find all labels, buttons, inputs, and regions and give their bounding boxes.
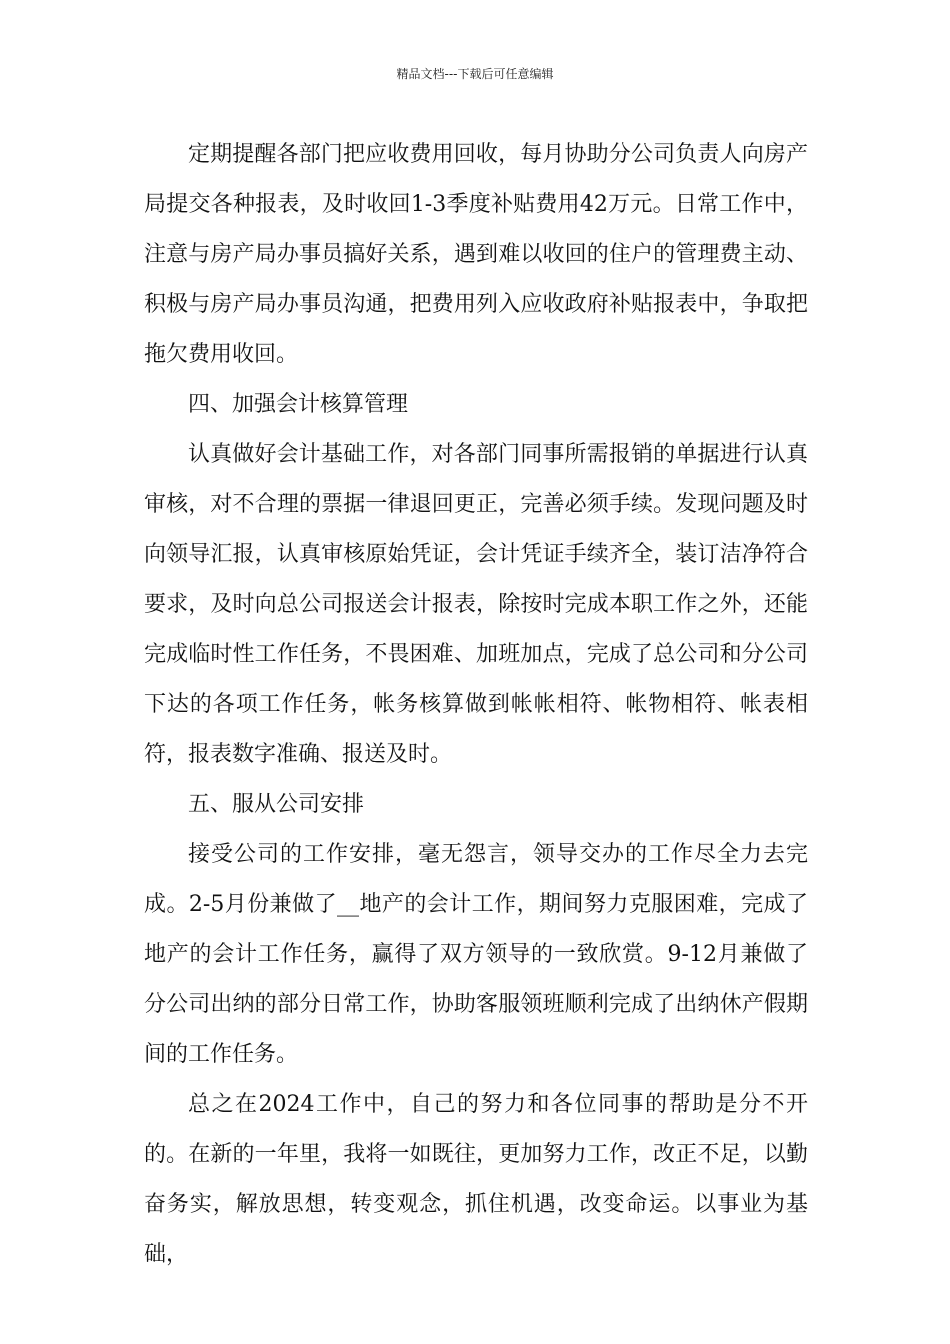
section-heading-arrangement: 五、服从公司安排 (188, 792, 365, 817)
document-body (144, 130, 808, 1280)
paragraph-summary: 总之在2024工作中，自己的努力和各位同事的帮助是分不开的。在新的一年里，我将一如既往，更加努力工作，改正不足，以勤奋务实，解放思想，转变观念，抓住机遇，改变命运。以事业为基础， (144, 1092, 808, 1267)
page-header: 精品文档---下载后可任意编辑 (396, 67, 554, 81)
paragraph-fee-collection: 定期提醒各部门把应收费用回收，每月协助分公司负责人向房产局提交各种报表，及时收回1-3季度补贴费用42万元。日常工作中，注意与房产局办事员搞好关系，遇到难以收回的住户的管理费主动、积极与房产局办事员沟通，把费用列入应收政府补贴报表中，争取把拖欠费用收回。 (144, 142, 808, 367)
paragraph-arrangement: 接受公司的工作安排，毫无怨言，领导交办的工作尽全力去完成。2-5月份兼做了__地产的会计工作，期间努力克服困难，完成了地产的会计工作任务，赢得了双方领导的一致欣赏。9-12月兼做了分公司出纳的部分日常工作，协助客服领班顺利完成了出纳休产假期间的工作任务。 (144, 842, 808, 1067)
section-heading-accounting: 四、加强会计核算管理 (188, 392, 409, 417)
paragraph-accounting: 认真做好会计基础工作，对各部门同事所需报销的单据进行认真审核，对不合理的票据一律退回更正，完善必须手续。发现问题及时向领导汇报，认真审核原始凭证，会计凭证手续齐全，装订洁净符合要求，及时向总公司报送会计报表，除按时完成本职工作之外，还能完成临时性工作任务，不畏困难、加班加点，完成了总公司和分公司下达的各项工作任务，帐务核算做到帐帐相符、帐物相符、帐表相符，报表数字准确、报送及时。 (144, 442, 808, 767)
